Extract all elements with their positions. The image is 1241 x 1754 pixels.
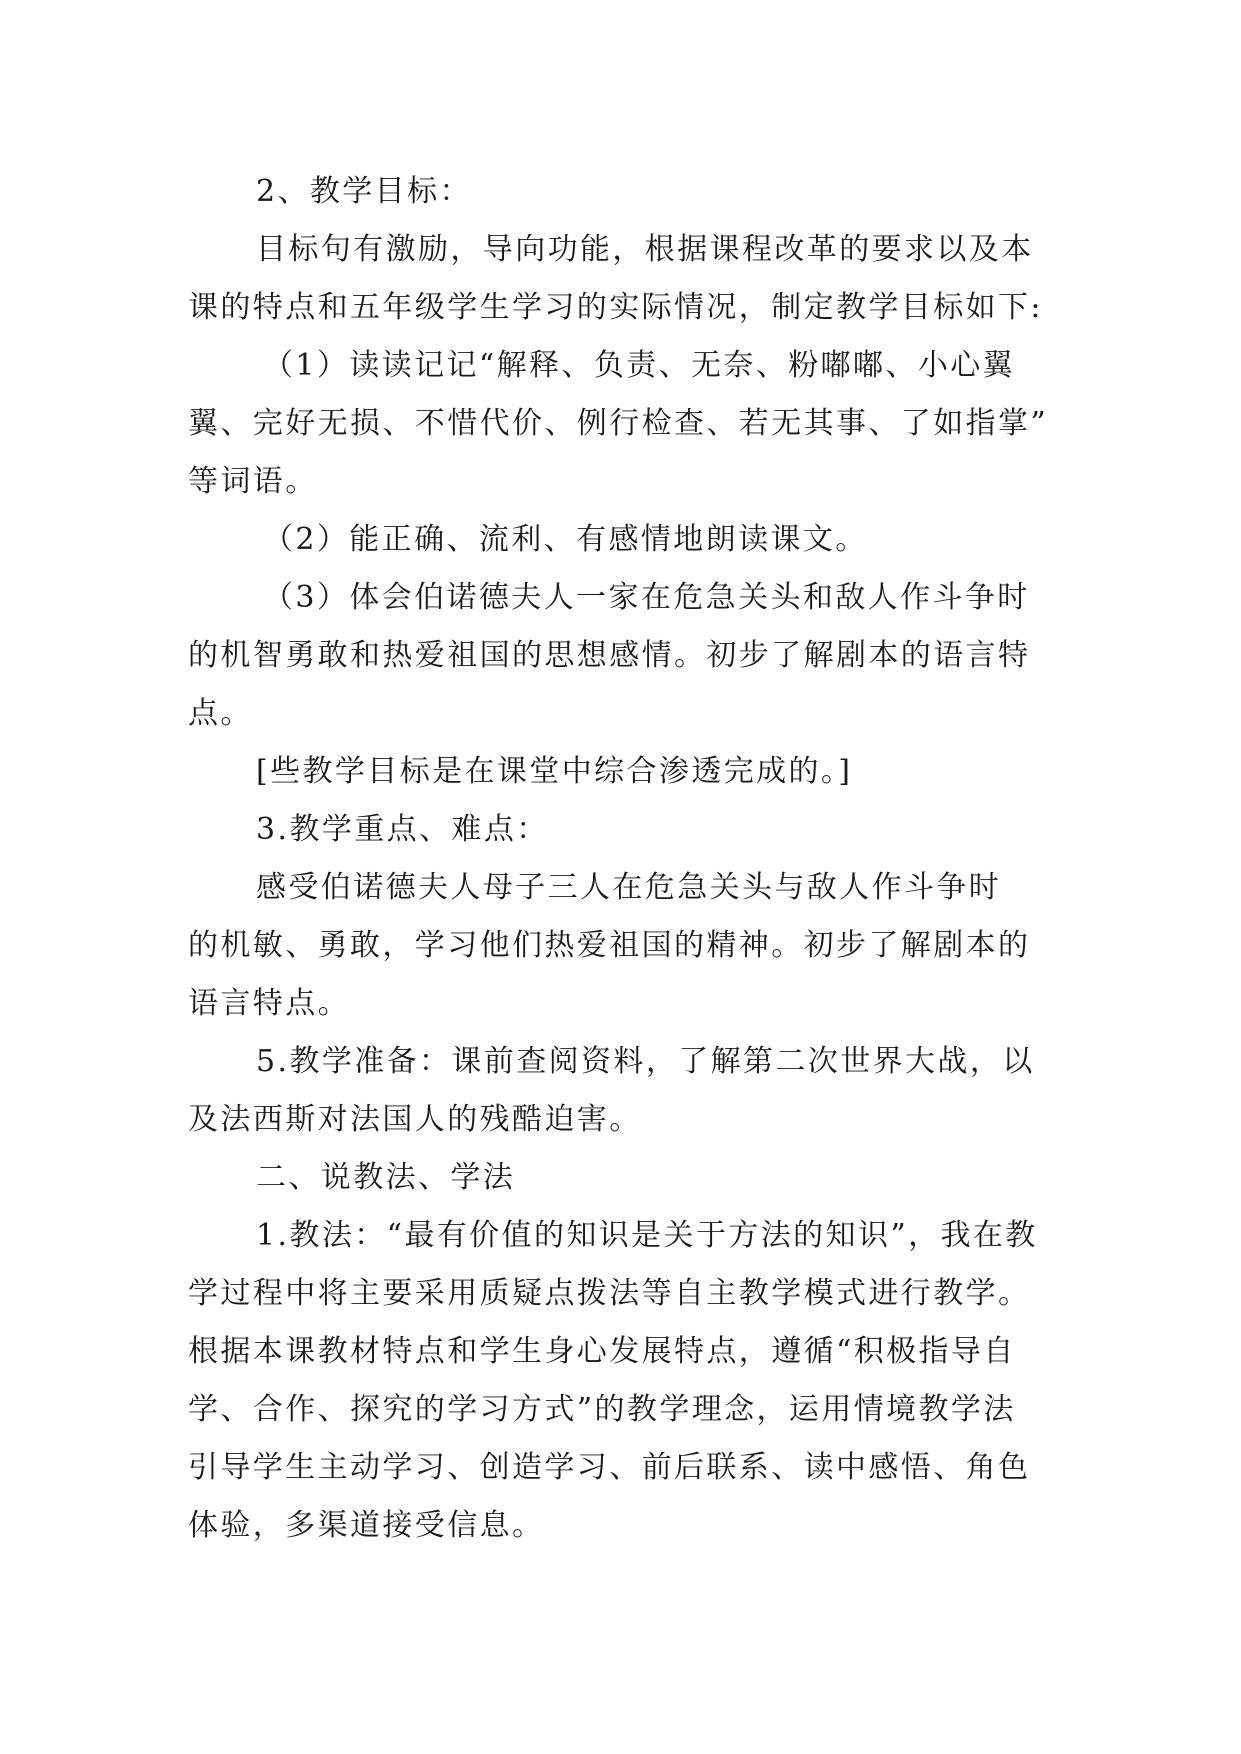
paragraph-line: 等词语。 (188, 464, 318, 499)
paragraph-line: 语言特点。 (188, 986, 350, 1021)
heading-key-points: 3.教学重点、难点： (256, 812, 549, 847)
paragraph-line: 体验，多渠道接受信息。 (188, 1508, 545, 1543)
heading-teaching-objectives: 2、教学目标： (256, 174, 472, 209)
paragraph-line: 感受伯诺德夫人母子三人在危急关头与敌人作斗争时 (256, 870, 1002, 905)
heading-teaching-method: 1.教法：“最有价值的知识是关于方法的知识”，我在教 (256, 1218, 1038, 1253)
paragraph-line: 根据本课教材特点和学生身心发展特点，遵循“积极指导自 (188, 1334, 1016, 1369)
paragraph-line: 引导学生主动学习、创造学习、前后联系、读中感悟、角色 (188, 1450, 1031, 1485)
paragraph-line: 及法西斯对法国人的残酷迫害。 (188, 1102, 642, 1137)
paragraph-line: 点。 (188, 696, 253, 731)
paragraph-line: 翼、完好无损、不惜代价、例行检查、若无其事、了如指掌” (188, 406, 1049, 441)
paragraph-line: 学过程中将主要采用质疑点拨法等自主教学模式进行教学。 (188, 1276, 1031, 1311)
paragraph-line: 的机智勇敢和热爱祖国的思想感情。初步了解剧本的语言特 (188, 638, 1031, 673)
paragraph-line: 课的特点和五年级学生学习的实际情况，制定教学目标如下: (188, 290, 1043, 325)
bracket-note: [些教学目标是在课堂中综合渗透完成的。] (256, 754, 853, 789)
heading-methods: 二、说教法、学法 (256, 1160, 516, 1195)
heading-preparation: 5.教学准备：课前查阅资料，了解第二次世界大战，以 (256, 1044, 1035, 1079)
paragraph-line: 的机敏、勇敢，学习他们热爱祖国的精神。初步了解剧本的 (188, 928, 1031, 963)
paragraph-line: 目标句有激励，导向功能，根据课程改革的要求以及本 (256, 232, 1034, 267)
paragraph-line: 学、合作、探究的学习方式”的教学理念，运用情境教学法 (188, 1392, 1016, 1427)
objective-item-3: （3）体会伯诺德夫人一家在危急关头和敌人作斗争时 (263, 580, 1030, 615)
objective-item-1: （1）读读记记“解释、负责、无奈、粉嘟嘟、小心翼 (263, 348, 1016, 383)
objective-item-2: （2）能正确、流利、有感情地朗读课文。 (263, 522, 868, 557)
